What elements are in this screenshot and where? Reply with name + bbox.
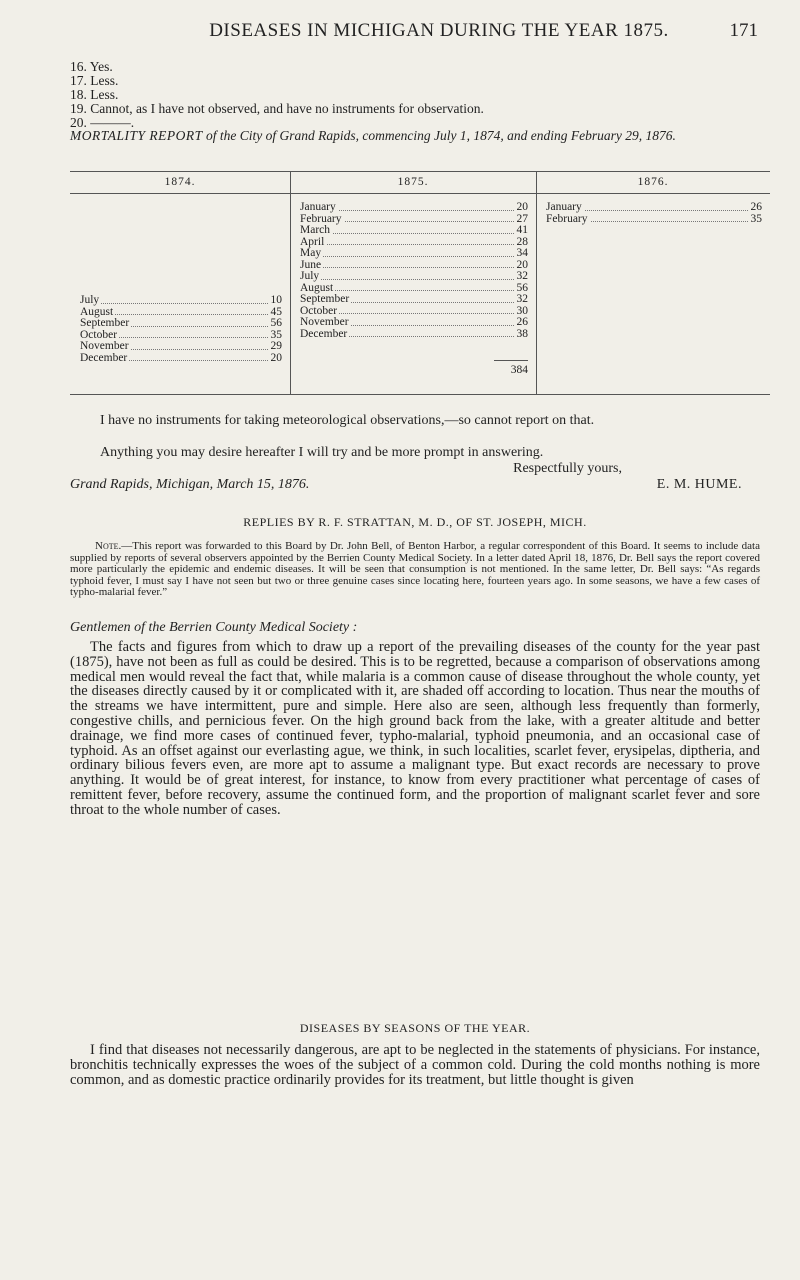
month-label: February bbox=[546, 213, 588, 225]
table-row bbox=[300, 214, 528, 226]
month-label: June bbox=[300, 259, 322, 271]
table-row bbox=[300, 248, 528, 260]
month-label: May bbox=[300, 248, 322, 259]
note-text: —This report was forwarded to this Board by Dr. John Bell, of Benton Harbor, a regular correspondent of this Board. It seems to include data supplied by reports of several observers appointed by the Berrien County Medical Society. In a letter dated April 18, 1876, Dr. Bell says the report covered more particularly the epidemic and endemic diseases. It will be seen that consumption is not mentioned. In the same letter, Dr. Bell says: “As regards typhoid fever, I must say I have not seen but two or three genuine cases since locating here, fourteen years ago. In some seasons, we have a few cases of typho-malarial fever.” bbox=[70, 540, 760, 598]
month-label: January bbox=[546, 202, 582, 213]
death-count: 30 bbox=[516, 305, 528, 317]
table-row bbox=[300, 237, 528, 249]
table-row bbox=[546, 214, 762, 226]
death-count: 32 bbox=[516, 271, 528, 282]
answers-list bbox=[70, 60, 760, 130]
seasons-heading: DISEASES BY SEASONS OF THE YEAR. bbox=[299, 1021, 531, 1035]
answer-16: 16. Yes. bbox=[70, 59, 113, 74]
death-count: 26 bbox=[516, 317, 528, 328]
death-count: 20 bbox=[516, 259, 528, 271]
table-row bbox=[300, 317, 528, 329]
death-count: 27 bbox=[516, 213, 528, 225]
replies-heading: REPLIES BY R. F. STRATTAN, M. D., OF ST. JOSEPH, MICH. bbox=[243, 515, 587, 529]
death-count: 35 bbox=[270, 329, 282, 341]
month-label: November bbox=[300, 317, 349, 328]
table-row bbox=[300, 283, 528, 295]
signature-line bbox=[70, 477, 742, 493]
answer-20: 20. ———. bbox=[70, 115, 135, 130]
page-number: 171 bbox=[729, 20, 758, 41]
report-title-lead: MORTALITY REPORT bbox=[70, 128, 203, 143]
month-label: October bbox=[300, 305, 338, 317]
running-head-title: DISEASES IN MICHIGAN DURING THE YEAR 1875. bbox=[209, 20, 669, 41]
year-header: 1875. bbox=[290, 172, 536, 194]
month-label: April bbox=[300, 236, 325, 248]
death-count: 35 bbox=[750, 213, 762, 225]
editor-note bbox=[70, 541, 760, 599]
answer-19: 19. Cannot, as I have not observed, and have no instruments for observation. bbox=[70, 101, 484, 116]
year-column-1875 bbox=[290, 172, 537, 394]
month-label: March bbox=[300, 225, 331, 236]
mortality-table bbox=[70, 171, 770, 395]
year-column-1874 bbox=[70, 172, 291, 394]
place-and-date: Grand Rapids, Michigan, March 15, 1876. bbox=[70, 477, 310, 492]
total-1875: 384 bbox=[494, 360, 528, 376]
month-label: July bbox=[80, 295, 100, 306]
letter-instruments-paragraph: I have no instruments for taking meteorological observations,—so cannot report on that. bbox=[100, 413, 595, 428]
letter-closing: Respectfully yours, bbox=[513, 461, 622, 476]
month-label: October bbox=[80, 329, 118, 341]
signature: E. M. HUME. bbox=[656, 477, 742, 492]
table-row bbox=[300, 225, 528, 237]
death-count: 34 bbox=[516, 248, 528, 259]
death-count: 41 bbox=[516, 225, 528, 236]
month-label: July bbox=[300, 271, 320, 282]
month-label: December bbox=[80, 352, 128, 364]
running-head bbox=[120, 20, 758, 46]
death-count: 20 bbox=[516, 202, 528, 213]
salutation: Gentlemen of the Berrien County Medical Society : bbox=[70, 620, 358, 635]
month-label: September bbox=[300, 294, 350, 305]
table-row bbox=[546, 202, 762, 214]
year-header: 1876. bbox=[536, 172, 770, 194]
month-label: December bbox=[300, 328, 348, 340]
month-label: November bbox=[80, 341, 129, 352]
death-count: 28 bbox=[516, 236, 528, 248]
table-row bbox=[80, 353, 282, 365]
table-row bbox=[300, 260, 528, 272]
death-count: 26 bbox=[750, 202, 762, 213]
body-paragraph: The facts and figures from which to draw up a report of the prevailing diseases of the county for the year past (1875), have not been as full as could be desired. This is to be regretted, because a comparison of observations among medical men would reveal the fact that, while malaria is a common cause of disease throughout the whole county, yet the diseases directly caused by it or complicated with it, are shaded off according to location. Thus near the mouths of the streams we have intermittent, pure and simple. Here also are seen, although less frequently than formerly, congestive chills, and pernicious fever. On the high ground back from the lake, with a greater altitude and better drainage, we find more cases of continued fever, typho-malarial, typhoid pneumonia, and an occasional case of typhoid. As an offset against our everlasting ague, we think, in such localities, scarlet fever, erysipelas, diptheria, and ordinary bilious fevers even, are more apt to assume a malignant type. But exact records are necessary to prove anything. It would be of great interest, for instance, to know from every practitioner what percentage of cases of remittent fever, before recovery, assume the continued form, and the proportion of malignant scarlet fever and sore throat to the whole number of cases. bbox=[70, 639, 760, 818]
table-row bbox=[80, 307, 282, 319]
death-count: 32 bbox=[516, 294, 528, 305]
table-row bbox=[300, 271, 528, 283]
note-label: Note. bbox=[95, 540, 122, 552]
death-count: 20 bbox=[270, 352, 282, 364]
table-row bbox=[300, 202, 528, 214]
death-count: 56 bbox=[270, 318, 282, 329]
year-header: 1874. bbox=[70, 172, 290, 194]
table-row bbox=[80, 341, 282, 353]
table-row bbox=[300, 329, 528, 341]
seasons-paragraph: I find that diseases not necessarily dangerous, are apt to be neglected in the statements of physicians. For instance, bronchitis technically expresses the woes of the subject of a common cold. During the cold months nothing is more common, and as domestic practice ordinarily provides for its treatment, but little thought is given bbox=[70, 1042, 760, 1088]
month-label: February bbox=[300, 213, 342, 225]
table-row bbox=[80, 330, 282, 342]
month-label: September bbox=[80, 318, 130, 329]
mortality-report-title bbox=[70, 128, 760, 143]
letter-anything-paragraph: Anything you may desire hereafter I will try and be more prompt in answering. bbox=[100, 445, 544, 460]
table-row bbox=[300, 294, 528, 306]
death-count: 56 bbox=[516, 282, 528, 294]
death-count: 10 bbox=[270, 295, 282, 306]
report-title-rest: of the City of Grand Rapids, commencing July 1, 1874, and ending February 29, 1876. bbox=[202, 128, 676, 143]
answer-17: 17. Less. bbox=[70, 73, 119, 88]
month-label: August bbox=[300, 282, 334, 294]
answer-18: 18. Less. bbox=[70, 87, 119, 102]
month-label: August bbox=[80, 306, 114, 318]
death-count: 38 bbox=[516, 328, 528, 340]
death-count: 29 bbox=[270, 341, 282, 352]
table-row bbox=[80, 318, 282, 330]
death-count: 45 bbox=[270, 306, 282, 318]
table-row bbox=[300, 306, 528, 318]
year-column-1876 bbox=[536, 172, 770, 394]
table-row bbox=[80, 295, 282, 307]
month-label: January bbox=[300, 202, 336, 213]
